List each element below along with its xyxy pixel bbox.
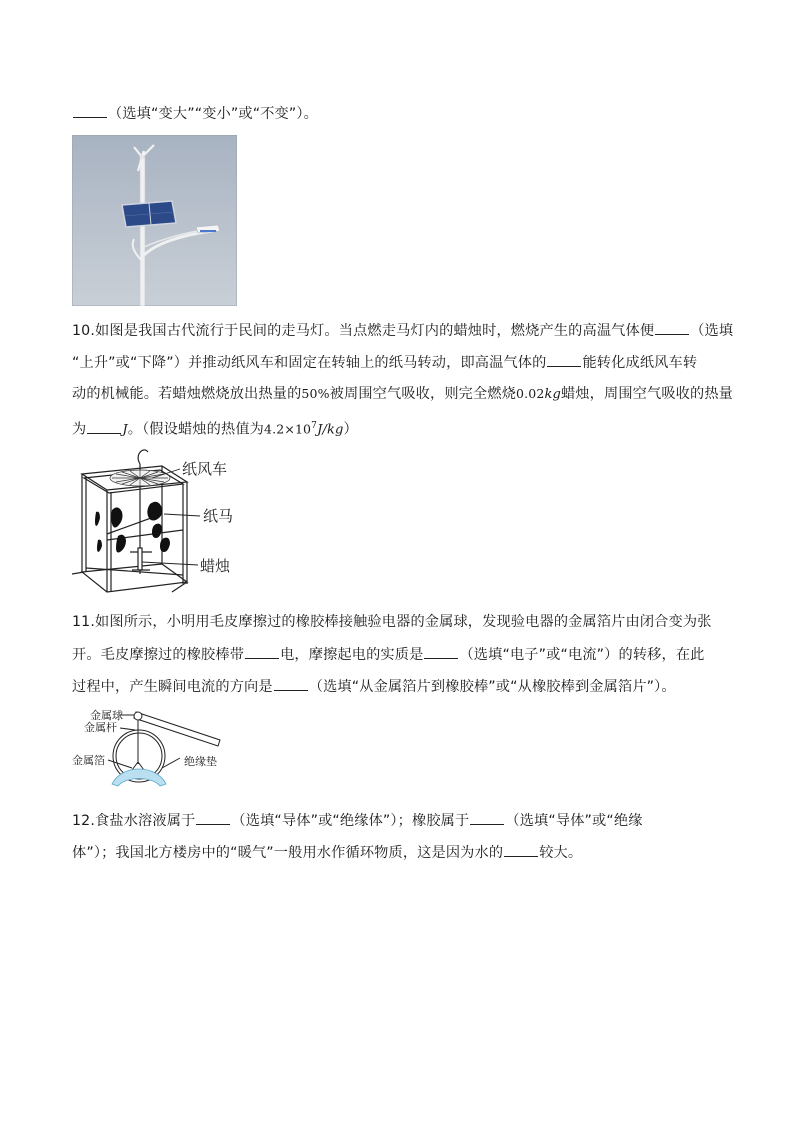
- fig-label-paper-windmill: 纸风车: [182, 460, 228, 478]
- solar-street-lamp-photo: [72, 135, 237, 306]
- answer-blank[interactable]: [655, 320, 689, 335]
- fig-label-candle: 蜡烛: [200, 557, 231, 575]
- q11-line-1: 11.如图所示，小明用毛皮摩擦过的橡胶棒接触验电器的金属球，发现验电器的金属箔片由闭合变为张: [72, 614, 712, 630]
- q9-line: （选填“变大”“变小”或“不变”）。: [72, 103, 318, 124]
- electroscope-diagram: [72, 704, 242, 792]
- fig-label-paper-horse: 纸马: [203, 507, 234, 525]
- q12-line-2: 体”）；我国北方楼房中的“暖气”一般用水作循环物质，这是因为水的 较大。: [72, 842, 582, 863]
- answer-blank[interactable]: [274, 676, 308, 691]
- answer-blank[interactable]: [547, 352, 581, 367]
- fig-label-metal-ball: 金属球: [90, 709, 123, 722]
- fig-label-metal-rod: 金属杆: [84, 721, 117, 734]
- fig-label-metal-foil: 金属箔: [72, 754, 105, 767]
- answer-blank[interactable]: [470, 810, 504, 825]
- answer-blank[interactable]: [245, 644, 279, 659]
- answer-blank[interactable]: [196, 810, 230, 825]
- answer-blank[interactable]: [87, 419, 121, 434]
- answer-blank[interactable]: [424, 644, 458, 659]
- q11-line-3: 过程中，产生瞬间电流的方向是 （选填“从金属箔片到橡胶棒”或“从橡胶棒到金属箔片”）。: [72, 676, 676, 697]
- fig-label-insulating-pad: 绝缘垫: [184, 755, 217, 768]
- trotting-horse-lantern-diagram: [72, 444, 252, 594]
- answer-blank[interactable]: [504, 842, 538, 857]
- q12-line-1: 12.食盐水溶液属于 （选填“导体”或“绝缘体”）；橡胶属于 （选填“导体”或“绝缘: [72, 810, 643, 831]
- q10-line-2: “上升”或“下降”）并推动纸风车和固定在转轴上的纸马转动，即高温气体的 能转化成纸风车转: [72, 352, 697, 373]
- q10-line-4: 为 J。（假设蜡烛的热值为$4.2\times 10^7J/kg$）: [72, 416, 358, 441]
- q10-line-3: 动的机械能。若蜡烛燃烧放出热量的50%被周围空气吸收，则完全燃烧0.02kg蜡烛，周围空气吸收的热量: [72, 386, 734, 402]
- answer-blank[interactable]: [73, 103, 107, 118]
- q10-line-1: 10.如图是我国古代流行于民间的走马灯。当点燃走马灯内的蜡烛时，燃烧产生的高温气体便 （选填: [72, 320, 733, 341]
- q11-line-2: 开。毛皮摩擦过的橡胶棒带 电，摩擦起电的实质是 （选填“电子”或“电流”）的转移，在此: [72, 644, 705, 665]
